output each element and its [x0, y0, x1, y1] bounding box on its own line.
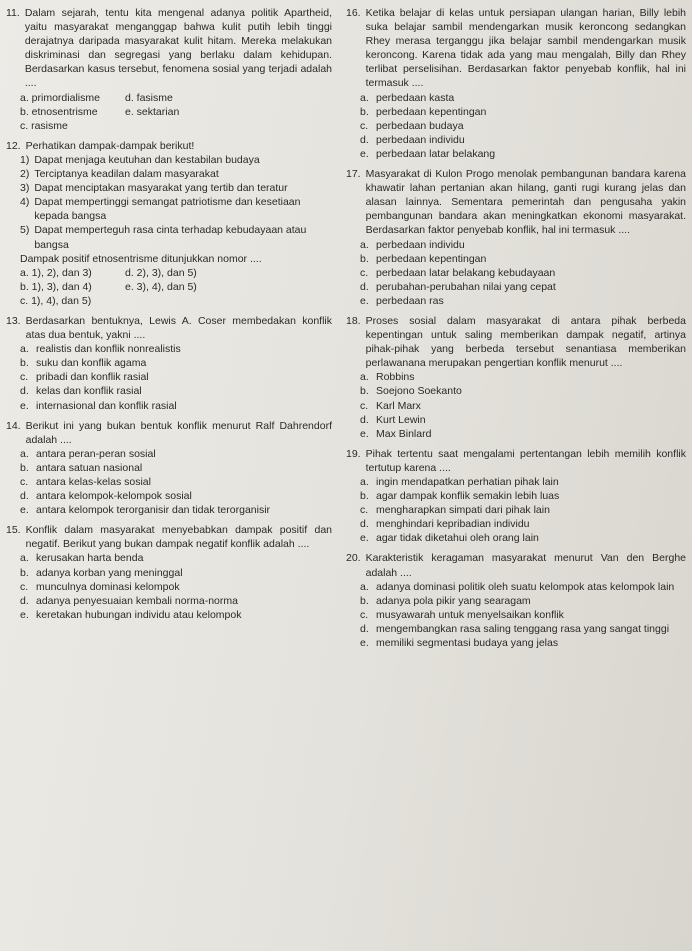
answer-option — [20, 356, 332, 370]
answer-option — [360, 399, 686, 413]
option-letter: d. — [360, 413, 369, 426]
option-letter: b. — [360, 490, 369, 503]
question-number: 12. — [6, 139, 21, 152]
option-text: Soejono Soekanto — [376, 385, 462, 398]
answer-option — [360, 266, 686, 280]
option-letter: a. — [360, 476, 369, 488]
option-letter: d. — [20, 594, 29, 607]
option-letter: b. — [360, 105, 369, 118]
question-block — [6, 314, 332, 413]
answer-option — [360, 370, 686, 384]
statement-text: Dapat menciptakan masyarakat yang tertib dan teratur — [34, 182, 288, 195]
question-line — [346, 314, 686, 370]
question-block — [346, 551, 686, 650]
statement-item — [20, 195, 332, 223]
option-text: Karl Marx — [376, 399, 421, 412]
option-letter: a. — [20, 343, 29, 356]
answer-option — [360, 608, 686, 622]
option-text: memiliki segmentasi budaya yang jelas — [376, 637, 559, 650]
option-text: perbedaan ras — [376, 294, 444, 307]
question-line — [346, 6, 686, 91]
option-letter: d. — [20, 385, 29, 398]
answer-option — [360, 252, 686, 266]
answer-option — [20, 475, 332, 489]
option-text: agar dampak konflik semakin lebih luas — [376, 490, 560, 503]
question-text: Pihak tertentu saat mengalami pertentangan lebih memilih konflik tertutup karena .... — [365, 447, 686, 474]
statement-text: Dapat memperteguh rasa cinta terhadap kebudayaan atau bangsa — [34, 224, 307, 251]
question-block — [346, 6, 686, 161]
option-letter: c. — [360, 608, 369, 621]
question-number: 20. — [346, 552, 361, 565]
option-text: antara peran-peran sosial — [36, 447, 156, 460]
statement-text: Dapat mempertinggi semangat patriotisme dan kesetiaan kepada bangsa — [34, 196, 301, 223]
option-text: adanya pola pikir yang searagam — [376, 594, 531, 607]
question-line — [346, 551, 686, 579]
option-text: perubahan-perubahan nilai yang cepat — [376, 280, 556, 293]
answer-options — [360, 370, 686, 440]
answer-options — [360, 475, 686, 545]
answer-options — [20, 447, 332, 517]
option-letter: e. — [360, 532, 369, 545]
option-letter: d. — [360, 133, 369, 146]
answer-option — [360, 91, 686, 105]
answer-option-row — [20, 266, 332, 280]
question-block — [6, 139, 332, 308]
option-text: agar tidak diketahui oleh orang lain — [376, 532, 539, 545]
option-text: antara kelompok terorganisir dan tidak terorganisir — [36, 504, 271, 517]
option-text: menghindari kepribadian individu — [376, 518, 530, 531]
question-block — [6, 419, 332, 518]
answer-options — [360, 580, 686, 650]
answer-option: d. fasisme — [125, 91, 173, 104]
statement-list — [20, 153, 332, 252]
option-letter: e. — [360, 427, 369, 440]
option-text: perbedaan budaya — [376, 119, 464, 132]
question-block — [6, 523, 332, 622]
answer-option — [360, 580, 686, 594]
question-number: 15. — [6, 524, 21, 537]
answer-option — [20, 608, 332, 622]
answer-option: a. 1), 2), dan 3) — [20, 266, 92, 279]
question-line — [6, 139, 332, 153]
answer-option — [20, 461, 332, 475]
option-text: mengharapkan simpati dari pihak lain — [376, 504, 550, 517]
option-text: Kurt Lewin — [376, 413, 426, 426]
answer-option — [360, 622, 686, 636]
option-text: realistis dan konflik nonrealistis — [36, 343, 181, 356]
answer-option-row — [20, 91, 332, 105]
option-text: Max Binlard — [376, 427, 432, 440]
statement-number: 4) — [20, 196, 30, 209]
option-text: pribadi dan konflik rasial — [36, 371, 149, 384]
answer-option — [20, 503, 332, 517]
option-letter: e. — [360, 294, 369, 307]
option-letter: a. — [20, 447, 29, 460]
statement-item — [20, 153, 332, 167]
question-line — [346, 447, 686, 475]
statement-number: 2) — [20, 168, 30, 181]
answer-options — [360, 238, 686, 308]
option-text: kerusakan harta benda — [36, 552, 144, 565]
option-text: perbedaan kepentingan — [376, 252, 487, 265]
answer-option — [360, 147, 686, 161]
option-letter: c. — [20, 580, 29, 593]
question-text: Karakteristik keragaman masyarakat menurut Van den Berghe adalah .... — [365, 552, 686, 579]
question-number: 14. — [6, 419, 21, 432]
statement-number: 5) — [20, 224, 30, 237]
option-letter: b. — [20, 566, 29, 579]
option-letter: e. — [20, 608, 29, 621]
option-letter: b. — [360, 252, 369, 265]
question-line — [6, 419, 332, 447]
question-line — [6, 523, 332, 551]
option-text: perbedaan latar belakang — [376, 147, 496, 160]
option-letter: b. — [20, 461, 29, 474]
option-letter: e. — [20, 504, 29, 517]
answer-option: b. etnosentrisme — [20, 105, 98, 118]
answer-option: e. sektarian — [125, 105, 180, 118]
answer-option — [20, 370, 332, 384]
question-number: 17. — [346, 168, 361, 181]
answer-option — [360, 517, 686, 531]
answer-option — [20, 399, 332, 413]
option-letter: e. — [360, 147, 369, 160]
left-column — [6, 6, 332, 628]
statement-text: Terciptanya keadilan dalam masyarakat — [34, 168, 219, 181]
option-text: ingin mendapatkan perhatian pihak lain — [376, 476, 559, 488]
question-number: 18. — [346, 314, 361, 327]
answer-option — [360, 531, 686, 545]
option-letter: d. — [360, 622, 369, 635]
question-line — [346, 167, 686, 237]
question-block — [6, 6, 332, 133]
statement-item — [20, 167, 332, 181]
question-number: 16. — [346, 7, 361, 19]
question-text: Masyarakat di Kulon Progo menolak pembangunan bandara karena khawatir lahan pertanian akan hilang, ganti rugi kurang jelas dan alasan lainnya. Sementara pemerintah dan pengusaha yakin pembangunan bandara akan meningkatkan ekonomi masyarakat. Berdasarkan faktor penyebab konflik, hal ini termasuk .... — [365, 168, 686, 237]
answer-option: e. 3), 4), dan 5) — [125, 280, 197, 293]
option-letter: b. — [360, 385, 369, 398]
question-prompt: Dampak positif etnosentrisme ditunjukkan nomor .... — [20, 252, 262, 265]
answer-options — [20, 342, 332, 412]
option-text: suku dan konflik agama — [36, 357, 147, 370]
question-text: Perhatikan dampak-dampak berikut! — [25, 139, 195, 152]
option-letter: e. — [360, 637, 369, 650]
answer-option — [20, 489, 332, 503]
answer-option — [20, 384, 332, 398]
question-text: Proses sosial dalam masyarakat di antara pihak berbeda kepentingan untuk saling memberikan dampak negatif, artinya pihak-pihak yang berbeda tersebut senantiasa memberikan perlawanana merupakan pengertian konflik menurut .... — [365, 314, 686, 370]
answer-option: c. 1), 4), dan 5) — [20, 294, 92, 307]
option-letter: c. — [20, 371, 29, 384]
answer-option-row — [20, 105, 332, 119]
question-text: Dalam sejarah, tentu kita mengenal adanya politik Apartheid, yaitu masyarakat menganggap bahwa kulit putih lebih tinggi derajatnya daripada masyarakat kulit hitam. Mereka melakukan diskriminasi dan segregasi yang berlaku dalam kehidupan. Berdasarkan kasus tersebut, fenomena sosial yang terjadi adalah .... — [24, 7, 332, 90]
question-text: Berikut ini yang bukan bentuk konflik menurut Ralf Dahrendorf adalah .... — [25, 419, 332, 446]
option-letter: e. — [20, 399, 29, 412]
option-text: adanya dominasi politik oleh suatu kelompok atas kelompok lain — [376, 580, 675, 593]
question-line — [6, 6, 332, 91]
option-text: perbedaan individu — [376, 238, 465, 251]
option-letter: a. — [360, 91, 369, 104]
answer-option — [360, 594, 686, 608]
option-text: antara satuan nasional — [36, 461, 143, 474]
question-number: 13. — [6, 314, 21, 327]
option-letter: b. — [360, 594, 369, 607]
answer-option — [360, 238, 686, 252]
answer-option — [20, 342, 332, 356]
option-letter: a. — [360, 580, 369, 593]
answer-option — [360, 133, 686, 147]
option-text: internasional dan konflik rasial — [36, 399, 177, 412]
answer-option-row — [20, 280, 332, 294]
option-letter: a. — [360, 238, 369, 251]
option-text: perbedaan individu — [376, 133, 465, 146]
answer-option — [20, 447, 332, 461]
option-text: adanya korban yang meninggal — [36, 566, 183, 579]
answer-option: c. rasisme — [20, 119, 68, 132]
statement-item — [20, 181, 332, 195]
option-text: perbedaan kasta — [376, 91, 455, 104]
option-text: perbedaan kepentingan — [376, 105, 487, 118]
option-letter: c. — [360, 119, 369, 132]
answer-option — [360, 294, 686, 308]
question-line — [6, 314, 332, 342]
question-text: Berdasarkan bentuknya, Lewis A. Coser membedakan konflik atas dua bentuk, yakni .... — [25, 314, 332, 342]
option-letter: a. — [20, 552, 29, 565]
question-block — [346, 447, 686, 546]
answer-option — [360, 636, 686, 650]
option-text: antara kelompok-kelompok sosial — [36, 490, 192, 503]
answer-option — [20, 580, 332, 594]
option-text: antara kelas-kelas sosial — [36, 476, 151, 488]
question-block — [346, 314, 686, 441]
option-text: perbedaan latar belakang kebudayaan — [376, 266, 556, 279]
answer-option — [20, 566, 332, 580]
answer-option-row — [20, 294, 332, 308]
answer-option — [360, 489, 686, 503]
answer-option — [360, 427, 686, 441]
statement-item — [20, 223, 332, 251]
answer-options — [20, 266, 332, 308]
answer-option — [360, 280, 686, 294]
answer-options — [360, 91, 686, 161]
answer-option-row — [20, 119, 332, 133]
question-text: Konflik dalam masyarakat menyebabkan dampak positif dan negatif. Berikut yang bukan dampak negatif konflik adalah .... — [25, 524, 332, 551]
option-letter: c. — [360, 399, 369, 412]
answer-options — [20, 551, 332, 621]
option-letter: d. — [360, 280, 369, 293]
statement-text: Dapat menjaga keutuhan dan kestabilan budaya — [34, 153, 260, 166]
question-text: Ketika belajar di kelas untuk persiapan ulangan harian, Billy lebih suka belajar sambil mendengarkan musik keroncong sedangkan Rhey merasa terganggu jika belajar sambil mendengarkan musik keroncong. Karena tidak ada yang mau mengalah, Billy dan Rhey terlibat perselisihan. Berdasarkan faktor penyebab konflik, hal ini termasuk .... — [365, 7, 686, 90]
statement-number: 1) — [20, 153, 30, 166]
option-letter: b. — [20, 357, 29, 370]
right-column — [346, 6, 686, 656]
option-letter: c. — [360, 266, 369, 279]
answer-options — [20, 91, 332, 133]
answer-option — [360, 384, 686, 398]
answer-option — [360, 119, 686, 133]
option-text: Robbins — [376, 371, 415, 384]
question-number: 19. — [346, 447, 361, 460]
option-letter: a. — [360, 371, 369, 384]
answer-option — [360, 503, 686, 517]
answer-option: d. 2), 3), dan 5) — [125, 266, 197, 279]
option-text: keretakan hubungan individu atau kelompok — [36, 608, 242, 621]
answer-option — [360, 413, 686, 427]
answer-option — [20, 594, 332, 608]
option-text: musyawarah untuk menyelsaikan konflik — [376, 608, 564, 621]
answer-option: a. primordialisme — [20, 91, 100, 104]
answer-option: b. 1), 3), dan 4) — [20, 280, 92, 293]
question-block — [346, 167, 686, 308]
option-text: munculnya dominasi kelompok — [36, 580, 180, 593]
question-number: 11. — [6, 7, 20, 19]
option-letter: c. — [20, 476, 29, 488]
option-letter: d. — [360, 518, 369, 531]
option-text: kelas dan konflik rasial — [36, 385, 142, 398]
answer-option — [360, 105, 686, 119]
option-letter: d. — [20, 490, 29, 503]
answer-option — [360, 475, 686, 489]
statement-number: 3) — [20, 182, 30, 195]
option-letter: c. — [360, 504, 369, 517]
option-text: mengembangkan rasa saling tenggang rasa yang sangat tinggi — [376, 622, 670, 635]
answer-option — [20, 551, 332, 565]
option-text: adanya penyesuaian kembali norma-norma — [36, 594, 238, 607]
